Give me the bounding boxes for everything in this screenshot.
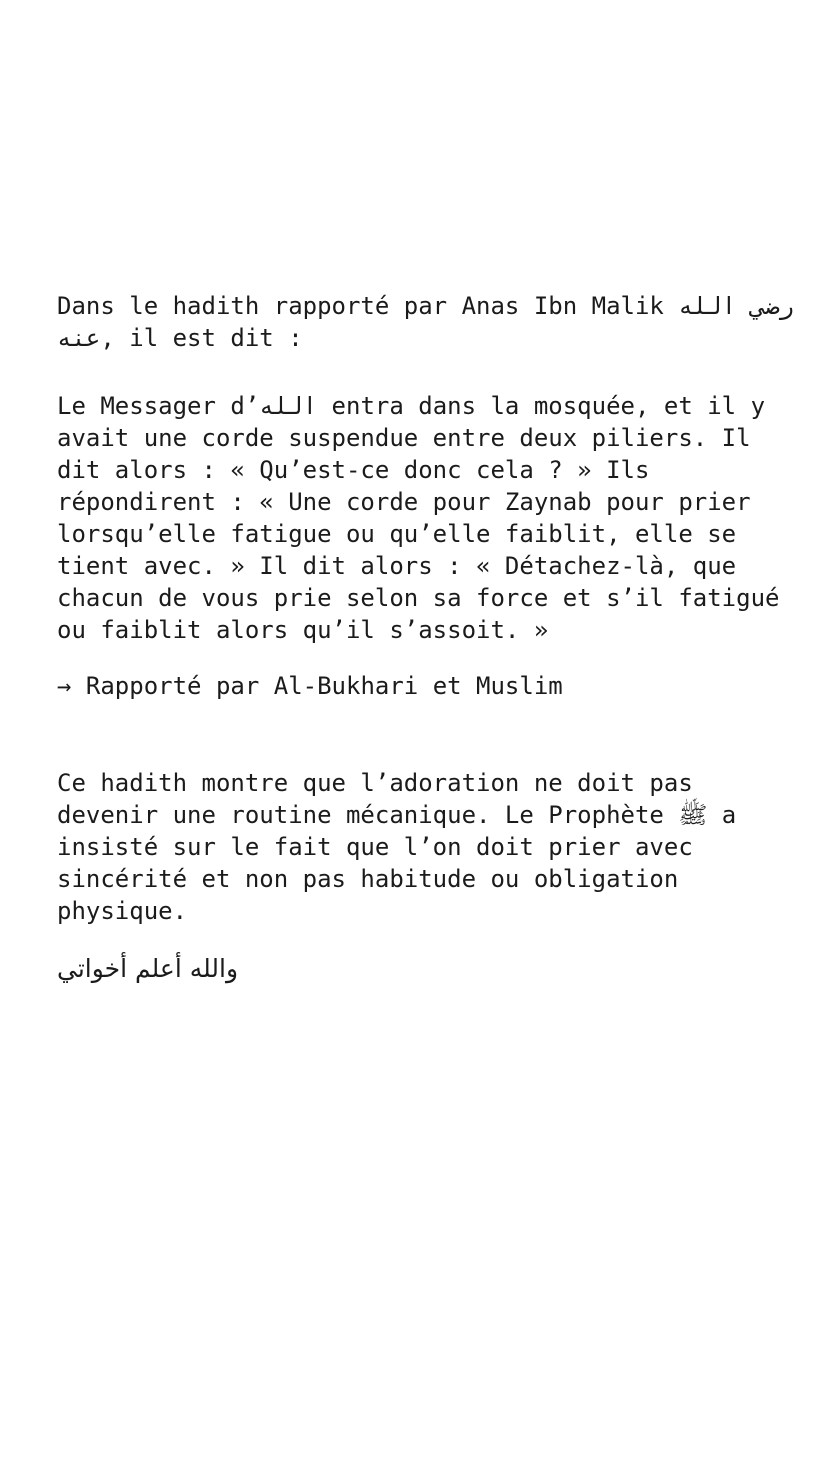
hadith-source-label: Rapporté par Al-Bukhari et Muslim bbox=[85, 672, 563, 700]
text-line: Le Messager d’الله entra dans la mosquée, et il y bbox=[57, 392, 766, 420]
closing-arabic-line: والله أعلم أخواتي bbox=[57, 954, 239, 983]
text-line: dit alors : « Qu’est-ce donc cela ? » Ils bbox=[57, 456, 650, 484]
hadith-quote-paragraph bbox=[57, 390, 788, 646]
text-line: physique. bbox=[57, 897, 188, 925]
text-line: lorsqu’elle fatigue ou qu’elle faiblit, elle se bbox=[57, 520, 737, 548]
text-line: répondirent : « Une corde pour Zaynab pour prier bbox=[57, 488, 751, 516]
text-line: ou faiblit alors qu’il s’assoit. » bbox=[57, 616, 549, 644]
hadith-intro-paragraph bbox=[57, 290, 794, 354]
text-line: insisté sur le fait que l’on doit prier avec bbox=[57, 833, 693, 861]
text-line: Ce hadith montre que l’adoration ne doit pas bbox=[57, 769, 693, 797]
hadith-source-line bbox=[57, 670, 788, 702]
text-line: avait une corde suspendue entre deux piliers. Il bbox=[57, 424, 751, 452]
text-line: sincérité et non pas habitude ou obligation bbox=[57, 865, 679, 893]
commentary-paragraph bbox=[57, 767, 788, 927]
text-line: tient avec. » Il dit alors : « Détachez-là, que bbox=[57, 552, 737, 580]
right-arrow-icon: → bbox=[57, 672, 72, 700]
text-line: devenir une routine mécanique. Le Prophète ﷺ a bbox=[57, 801, 737, 829]
text-line: chacun de vous prie selon sa force et s’il fatigué bbox=[57, 584, 780, 612]
text-line: عنه, il est dit : bbox=[57, 324, 303, 352]
text-line: Dans le hadith rapporté par Anas Ibn Malik رضي الله bbox=[57, 292, 794, 320]
